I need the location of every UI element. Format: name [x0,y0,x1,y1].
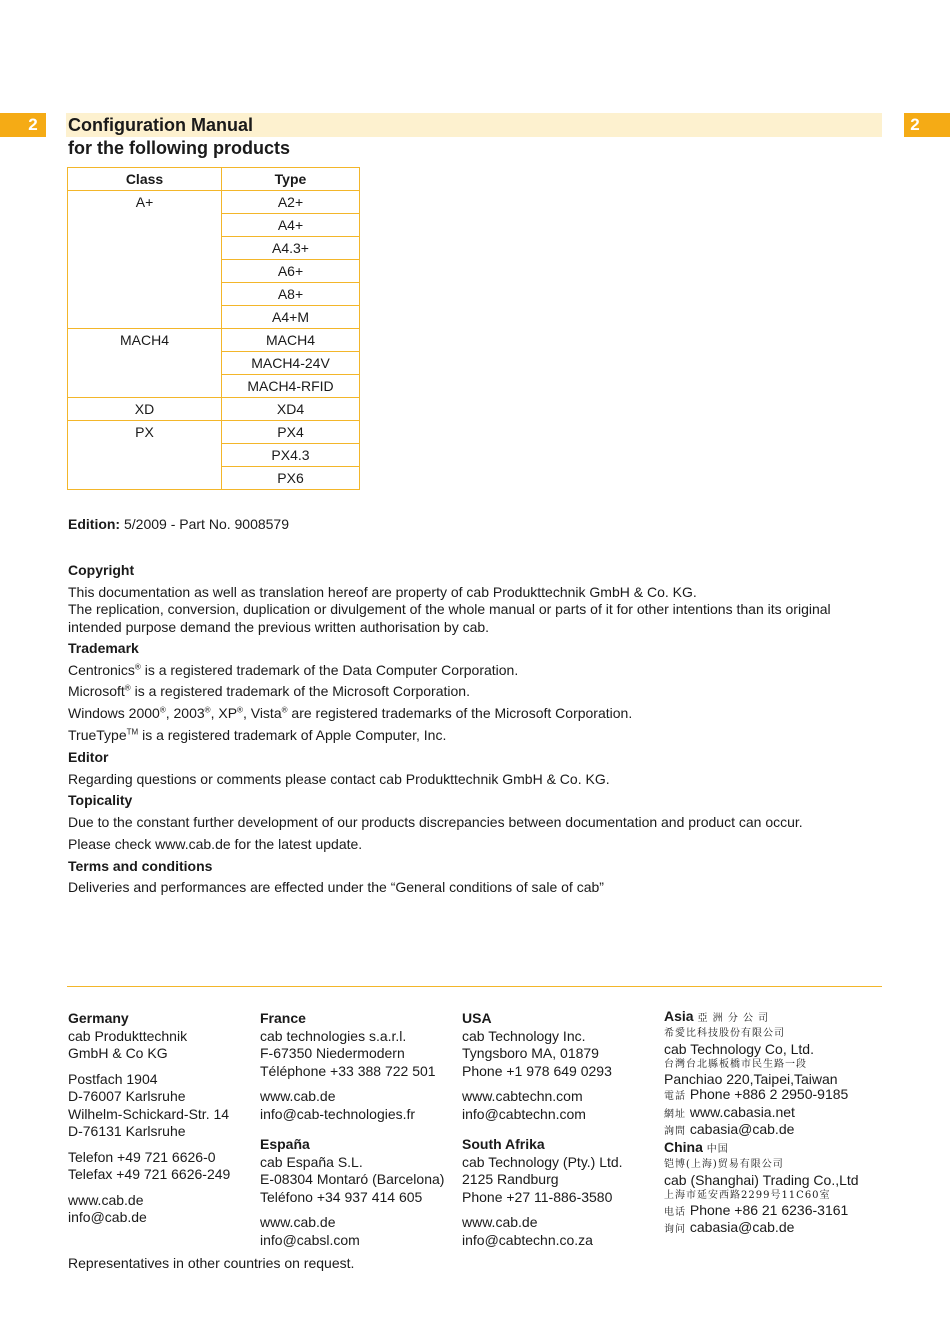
address-line: cab Technology Inc. [462,1027,586,1044]
email-link[interactable]: info@cabtechn.com [462,1105,586,1122]
table-header-row [68,168,360,191]
table-row [68,398,360,421]
topicality-text-1: Due to the constant further development of our products discrepancies between documentation and product can occur. [68,814,803,830]
address-line: Phone +86 21 6236-3161 [689,1202,849,1219]
address-line: D-76131 Karlsruhe [68,1123,186,1139]
copyright-text-3: intended purpose demand the previous written authorisation by cab. [68,619,490,635]
table-cell-type: PX4.3 [222,444,360,467]
phone-label-cjk: 電話 [664,1091,686,1103]
address-line-cjk: 铠博(上海)贸易有限公司 [664,1159,784,1171]
address-line: E-08304 Montaró (Barcelona) [260,1171,445,1187]
address-line: Phone +27 11-886-3580 [462,1188,613,1205]
address-france [260,1010,436,1123]
address-line: cab (Shanghai) Trading Co.,Ltd [664,1171,859,1188]
trademark-heading: Trademark [68,640,139,656]
website-link[interactable]: www.cab.de [68,1191,144,1208]
trademark-windows: Windows 2000®, 2003®, XP®, Vista® are registered trademarks of the Microsoft Corporation. [68,705,633,721]
address-line: cab Technology (Pty.) Ltd. [462,1153,623,1170]
address-line-cjk: 台灣台北縣板橋市民生路一段 [664,1058,807,1070]
address-line: GmbH & Co KG [68,1045,168,1061]
representatives-note: Representatives in other countries on request. [68,1255,355,1271]
copyright-text-2: The replication, conversion, duplication or divulgement of the whole manual or parts of it for other intentions than its original [68,601,831,617]
address-asia [664,1009,848,1139]
email-link[interactable]: info@cabsl.com [260,1231,360,1248]
terms-text: Deliveries and performances are effected under the “General conditions of sale of cab” [68,879,604,895]
address-heading: USA [462,1010,492,1026]
email-link[interactable]: info@cab-technologies.fr [260,1105,416,1122]
trademark-truetype: TrueType™ is a registered trademark of Apple Computer, Inc. [68,727,447,743]
page-number-right: 2 [904,113,950,137]
topicality-heading: Topicality [68,792,133,808]
footer-divider [67,986,882,987]
address-line: 2125 Randburg [462,1171,559,1187]
page-title: Configuration Manual [68,115,253,135]
table-header-type: Type [222,168,360,191]
inquiry-label-cjk: 询问 [664,1224,686,1236]
website-link[interactable]: www.cab.de [462,1214,538,1230]
copyright-heading: Copyright [68,562,135,578]
address-south-africa [462,1136,623,1249]
table-row [68,329,360,352]
address-heading: France [260,1010,306,1026]
edition-value: 5/2009 - Part No. 9008579 [124,516,290,532]
address-line: cab technologies s.a.r.l. [260,1027,407,1044]
table-row [68,421,360,444]
table-cell-type: A8+ [222,283,360,306]
address-germany [68,1010,230,1227]
email-link[interactable]: cabasia@cab.de [689,1219,795,1236]
table-cell-type: MACH4-24V [222,352,360,375]
address-usa [462,1010,612,1123]
address-heading-cjk: 亞 洲 分 公 司 [697,1013,770,1024]
address-line: Teléfono +34 937 414 605 [260,1188,423,1205]
terms-heading: Terms and conditions [68,858,213,874]
address-heading: South Afrika [462,1136,545,1152]
address-line: cab Produkttechnik [68,1027,188,1044]
edition-label: Edition: [68,516,121,532]
table-cell-type: A2+ [222,191,360,214]
table-cell-type: A6+ [222,260,360,283]
address-line-cjk: 希愛比科技股份有限公司 [664,1028,785,1040]
table-cell-type: PX4 [222,421,360,444]
table-cell-class: PX [68,421,222,490]
table-cell-type: PX6 [222,467,360,490]
website-link[interactable]: www.cab.de [260,1214,336,1230]
address-line: Téléphone +33 388 722 501 [260,1062,436,1079]
address-line: Wilhelm-Schickard-Str. 14 [68,1105,230,1122]
editor-heading: Editor [68,749,109,765]
table-header-class: Class [68,168,222,191]
address-line: Phone +1 978 649 0293 [462,1062,612,1079]
address-line: Telefon +49 721 6626-0 [68,1148,216,1165]
trademark-microsoft: Microsoft® is a registered trademark of the Microsoft Corporation. [68,683,470,699]
trademark-centronics: Centronics® is a registered trademark of the Data Computer Corporation. [68,662,519,678]
copyright-text-1: This documentation as well as translation hereof are property of cab Produkttechnik GmbH & Co. KG. [68,584,697,600]
page-number-left: 2 [0,113,46,137]
address-espana [260,1136,444,1249]
address-line-cjk: 上海市延安西路2299号11C60室 [664,1189,831,1201]
address-line: cab España S.L. [260,1153,363,1170]
address-heading: España [260,1136,310,1152]
address-line: Tyngsboro MA, 01879 [462,1045,599,1061]
address-line: cab Technology Co, Ltd. [664,1040,814,1057]
address-line: D-76007 Karlsruhe [68,1088,186,1104]
page-subtitle: for the following products [68,138,290,158]
address-line: Postfach 1904 [68,1070,158,1087]
address-line: Panchiao 220,Taipei,Taiwan [664,1071,838,1088]
table-cell-type: MACH4-RFID [222,375,360,398]
address-line: Telefax +49 721 6626-249 [68,1166,231,1182]
inquiry-label-cjk: 詢問 [664,1126,686,1138]
table-cell-type: A4+ [222,214,360,237]
products-table [67,167,360,490]
email-link[interactable]: cabasia@cab.de [689,1121,795,1138]
address-heading-cjk: 中国 [706,1144,729,1155]
edition-line [68,516,868,534]
email-link[interactable]: info@cabtechn.co.za [462,1231,593,1248]
table-row [68,191,360,214]
address-heading: China [664,1139,703,1155]
table-cell-type: XD4 [222,398,360,421]
table-cell-type: MACH4 [222,329,360,352]
address-heading: Germany [68,1010,129,1026]
table-cell-type: A4.3+ [222,237,360,260]
address-line: F-67350 Niedermodern [260,1045,405,1061]
address-heading: Asia [664,1008,694,1024]
address-china [664,1140,859,1238]
table-cell-class: XD [68,398,222,421]
table-cell-class: A+ [68,191,222,329]
topicality-text-2: Please check www.cab.de for the latest update. [68,836,363,852]
editor-text: Regarding questions or comments please contact cab Produkttechnik GmbH & Co. KG. [68,771,610,787]
email-link[interactable]: info@cab.de [68,1209,147,1225]
phone-label-cjk: 电话 [664,1207,686,1219]
website-link[interactable]: www.cabtechn.com [462,1088,583,1104]
table-cell-class: MACH4 [68,329,222,398]
website-link[interactable]: www.cabasia.net [689,1103,795,1120]
website-link[interactable]: www.cab.de [260,1088,336,1104]
address-line: Phone +886 2 2950-9185 [689,1086,849,1103]
web-label-cjk: 網址 [664,1108,686,1120]
table-cell-type: A4+M [222,306,360,329]
